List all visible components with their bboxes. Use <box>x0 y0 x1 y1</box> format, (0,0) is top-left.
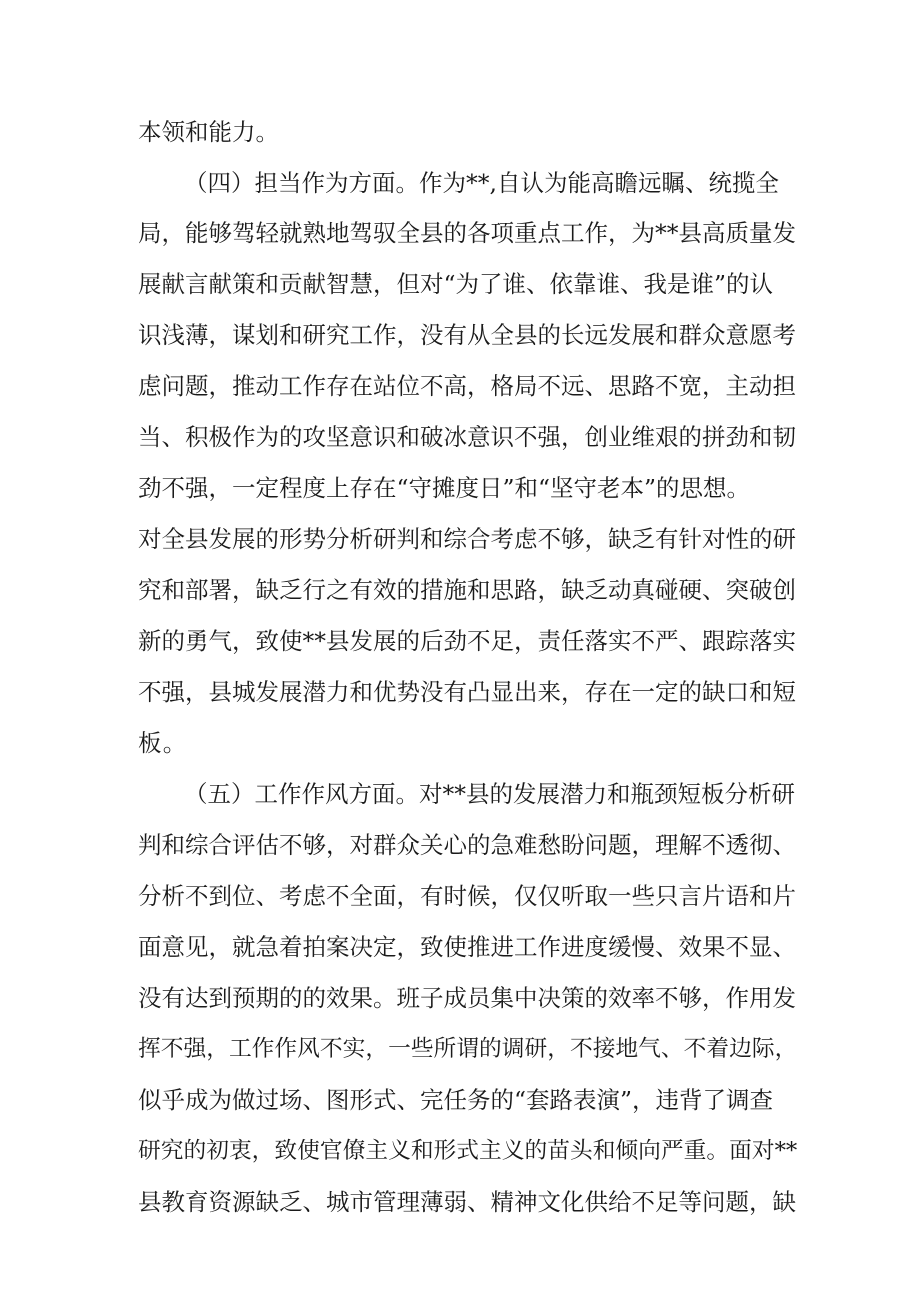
text-line: 县教育资源缺乏、城市管理薄弱、精神文化供给不足等问题，缺 <box>138 1188 796 1216</box>
text-line: 分析不到位、考虑不全面，有时候，仅仅听取一些只言片语和片 <box>138 882 796 910</box>
paragraph-heading-line: （四）担当作为方面。作为**,自认为能高瞻远瞩、统揽全 <box>184 169 779 197</box>
text-line: 局，能够驾轻就熟地驾驭全县的各项重点工作，为**县高质量发 <box>138 219 796 247</box>
text-line: 判和综合评估不够，对群众关心的急难愁盼问题，理解不透彻、 <box>138 831 796 859</box>
text-line: 新的勇气，致使**县发展的后劲不足，责任落实不严、跟踪落实 <box>138 627 796 655</box>
text-line: 对全县发展的形势分析研判和综合考虑不够，缺乏有针对性的研 <box>138 525 796 553</box>
text-line: 识浅薄，谋划和研究工作，没有从全县的长远发展和群众意愿考 <box>138 321 796 349</box>
text-line: 劲不强，一定程度上存在“守摊度日”和“坚守老本”的思想。 <box>138 474 751 502</box>
text-line: 当、积极作为的攻坚意识和破冰意识不强，创业维艰的拼劲和韧 <box>138 423 796 451</box>
text-line: 不强，县城发展潜力和优势没有凸显出来，存在一定的缺口和短 <box>138 678 796 706</box>
text-line: 板。 <box>138 729 188 757</box>
text-line: 没有达到预期的的效果。班子成员集中决策的效率不够，作用发 <box>138 984 796 1012</box>
text-line: 虑问题，推动工作存在站位不高，格局不远、思路不宽，主动担 <box>138 372 796 400</box>
text-line: 本领和能力。 <box>138 118 279 146</box>
text-line: 似乎成为做过场、图形式、完任务的“套路表演”，违背了调查 <box>138 1086 774 1114</box>
text-line: 面意见，就急着拍案决定，致使推进工作进度缓慢、效果不显、 <box>138 933 796 961</box>
paragraph-heading-line: （五）工作作风方面。对**县的发展潜力和瓶颈短板分析研 <box>184 780 795 808</box>
text-line: 究和部署，缺乏行之有效的措施和思路，缺乏动真碰硬、突破创 <box>138 576 796 604</box>
text-line: 研究的初衷，致使官僚主义和形式主义的苗头和倾向严重。面对** <box>138 1138 798 1164</box>
text-line: 挥不强，工作作风不实，一些所谓的调研，不接地气、不着边际， <box>138 1036 798 1062</box>
text-line: 展献言献策和贡献智慧，但对“为了谁、依靠谁、我是谁”的认 <box>138 270 774 298</box>
